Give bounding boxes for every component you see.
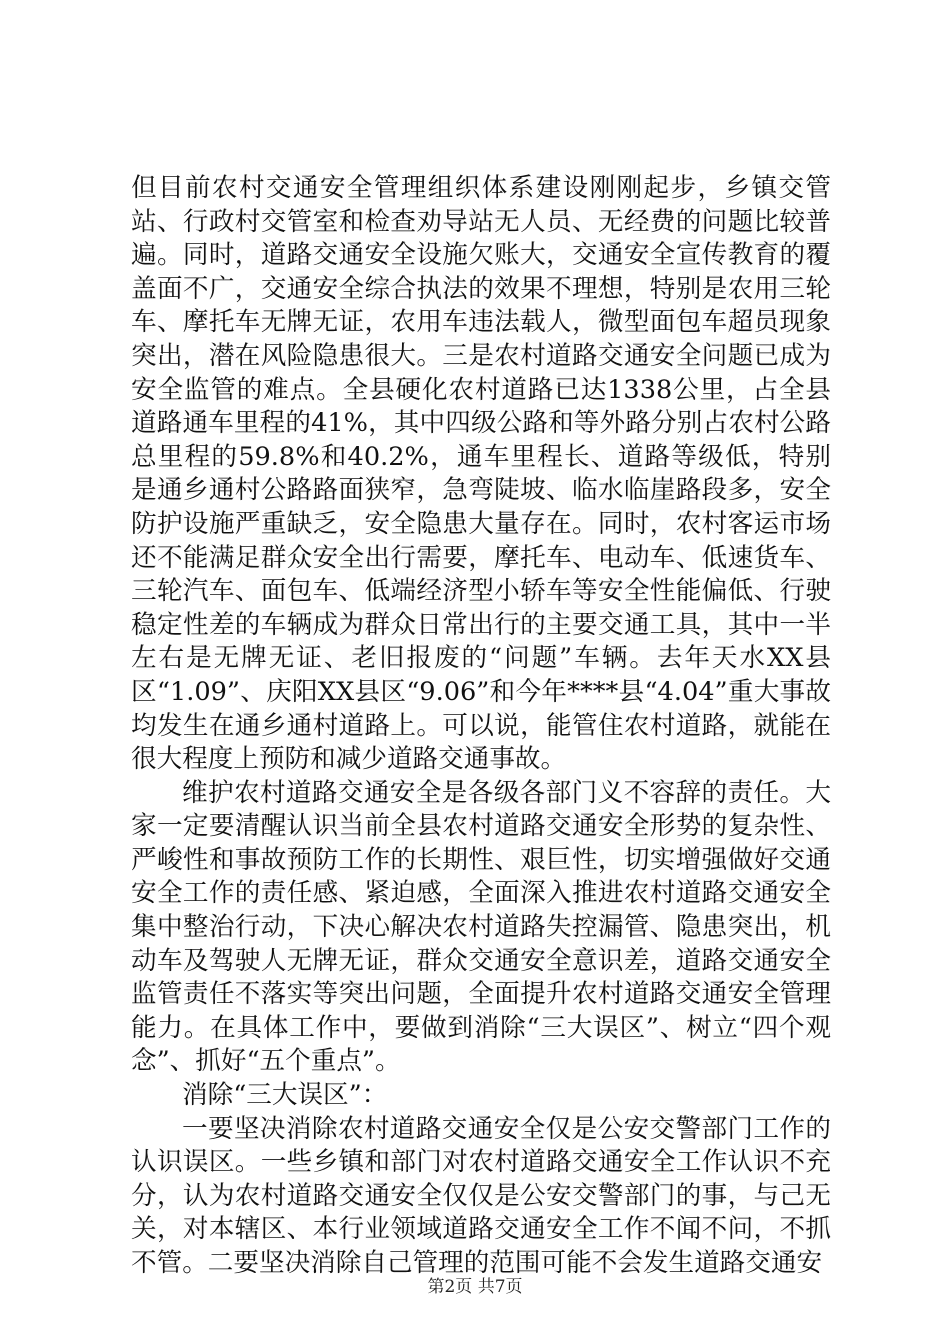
paragraph-misconceptions: 一要坚决消除农村道路交通安全仅是公安交警部门工作的认识误区。一些乡镇和部门对农村道路交通安全工作认识不充分，认为农村道路交通安全仅仅是公安交警部门的事，与己无关，对本辖区、本行业领域道路交通安全工作不闻不问，不抓不管。二要坚决消除自己管理的范围可能不会发生道路交通安 — [131, 1113, 831, 1278]
paragraph-responsibility: 维护农村道路交通安全是各级各部门义不容辞的责任。大家一定要清醒认识当前全县农村道路交通安全形势的复杂性、严峻性和事故预防工作的长期性、艰巨性，切实增强做好交通安全工作的责任感、紧迫感，全面深入推进农村道路交通安全集中整治行动，下决心解决农村道路失控漏管、隐患突出，机动车及驾驶人无牌无证，群众交通安全意识差，道路交通安全监管责任不落实等突出问题，全面提升农村道路交通安全管理能力。在具体工作中，要做到消除“三大误区”、树立“四个观念”、抓好“五个重点”。 — [131, 777, 831, 1077]
paragraph-continuation: 但目前农村交通安全管理组织体系建设刚刚起步，乡镇交管站、行政村交管室和检查劝导站无人员、无经费的问题比较普遍。同时，道路交通安全设施欠账大，交通安全宣传教育的覆盖面不广，交通安全综合执法的效果不理想，特别是农用三轮车、摩托车无牌无证，农用车违法载人，微型面包车超员现象突出，潜在风险隐患很大。三是农村道路交通安全问题已成为安全监管的难点。全县硬化农村道路已达1338公里，占全县道路通车里程的41%，其中四级公路和等外路分别占农村公路总里程的59.8%和40.2%，通车里程长、道路等级低，特别是通乡通村公路路面狭窄，急弯陡坡、临水临崖路段多，安全防护设施严重缺乏，安全隐患大量存在。同时，农村客运市场还不能满足群众安全出行需要，摩托车、电动车、低速货车、三轮汽车、面包车、低端经济型小轿车等安全性能偏低、行驶稳定性差的车辆成为群众日常出行的主要交通工具，其中一半左右是无牌无证、老旧报废的“问题”车辆。去年天水XX县区“1.09”、庆阳XX县区“9.06”和今年****县“4.04”重大事故均发生在通乡通村道路上。可以说，能管住农村道路，就能在很大程度上预防和减少道路交通事故。 — [131, 173, 831, 775]
document-body — [131, 172, 831, 1281]
section-heading-misconceptions: 消除“三大误区”： — [182, 1080, 388, 1111]
page-footer: 第2页 共7页 — [427, 1277, 523, 1297]
